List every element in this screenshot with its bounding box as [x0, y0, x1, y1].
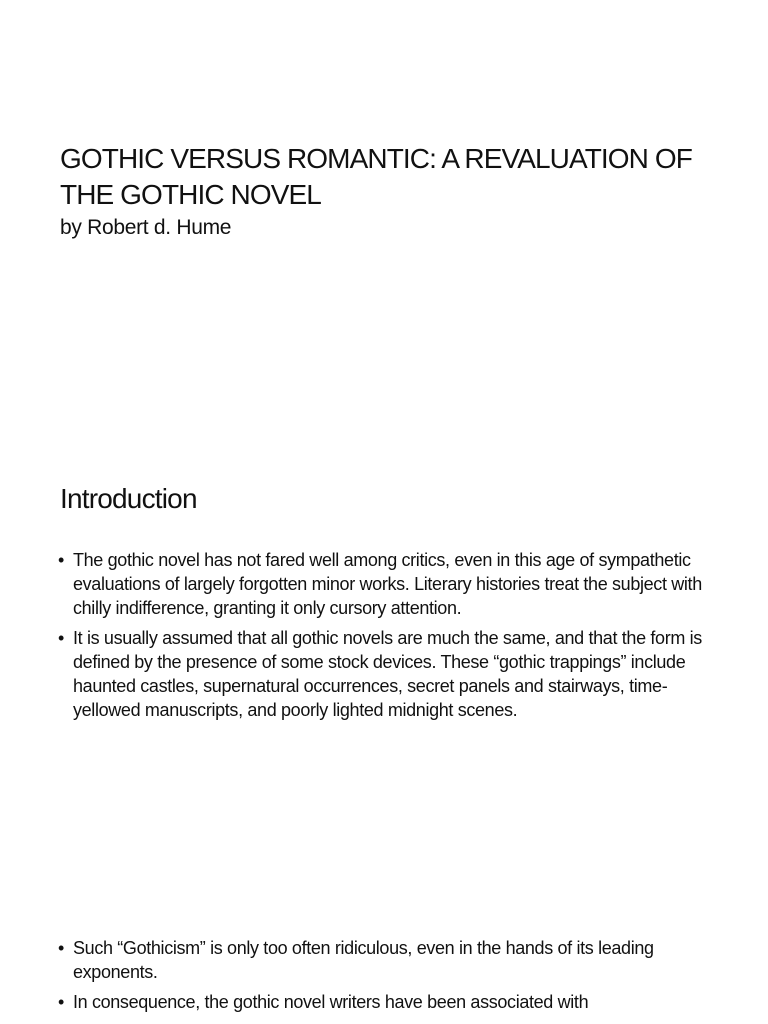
bullet-list	[58, 936, 718, 1020]
title-slide	[0, 0, 768, 450]
bullet-dot-icon: •	[58, 992, 64, 1012]
bullet-item	[58, 936, 718, 984]
continuation-slide	[0, 900, 768, 1024]
bullet-item	[58, 990, 718, 1014]
bullet-dot-icon: •	[58, 550, 64, 570]
bullet-text: The gothic novel has not fared well among critics, even in this age of sympathetic evaluations of largely forgotten minor works. Literary histories treat the subject with chilly indifference, granting it only cursory attention.	[73, 550, 702, 618]
bullet-text: In consequence, the gothic novel writers have been associated with	[73, 992, 589, 1012]
bullet-list	[58, 548, 718, 728]
bullet-item	[58, 548, 718, 620]
bullet-item	[58, 626, 718, 722]
slide-title: GOTHIC VERSUS ROMANTIC: A REVALUATION OF THE GOTHIC NOVEL	[60, 143, 692, 210]
slide-subtitle: by Robert d. Hume	[60, 216, 232, 239]
bullet-dot-icon: •	[58, 628, 64, 648]
bullet-text: Such “Gothicism” is only too often ridiculous, even in the hands of its leading exponents.	[73, 938, 654, 982]
bullet-dot-icon: •	[58, 938, 64, 958]
section-heading: Introduction	[60, 483, 197, 514]
introduction-slide	[0, 450, 768, 900]
bullet-text: It is usually assumed that all gothic novels are much the same, and that the form is defined by the presence of some stock devices. These “gothic trappings” include haunted castles, supernatural occurrences, secret panels and stairways, time-yellowed manuscripts, and poorly lighted midnight scenes.	[73, 628, 702, 720]
